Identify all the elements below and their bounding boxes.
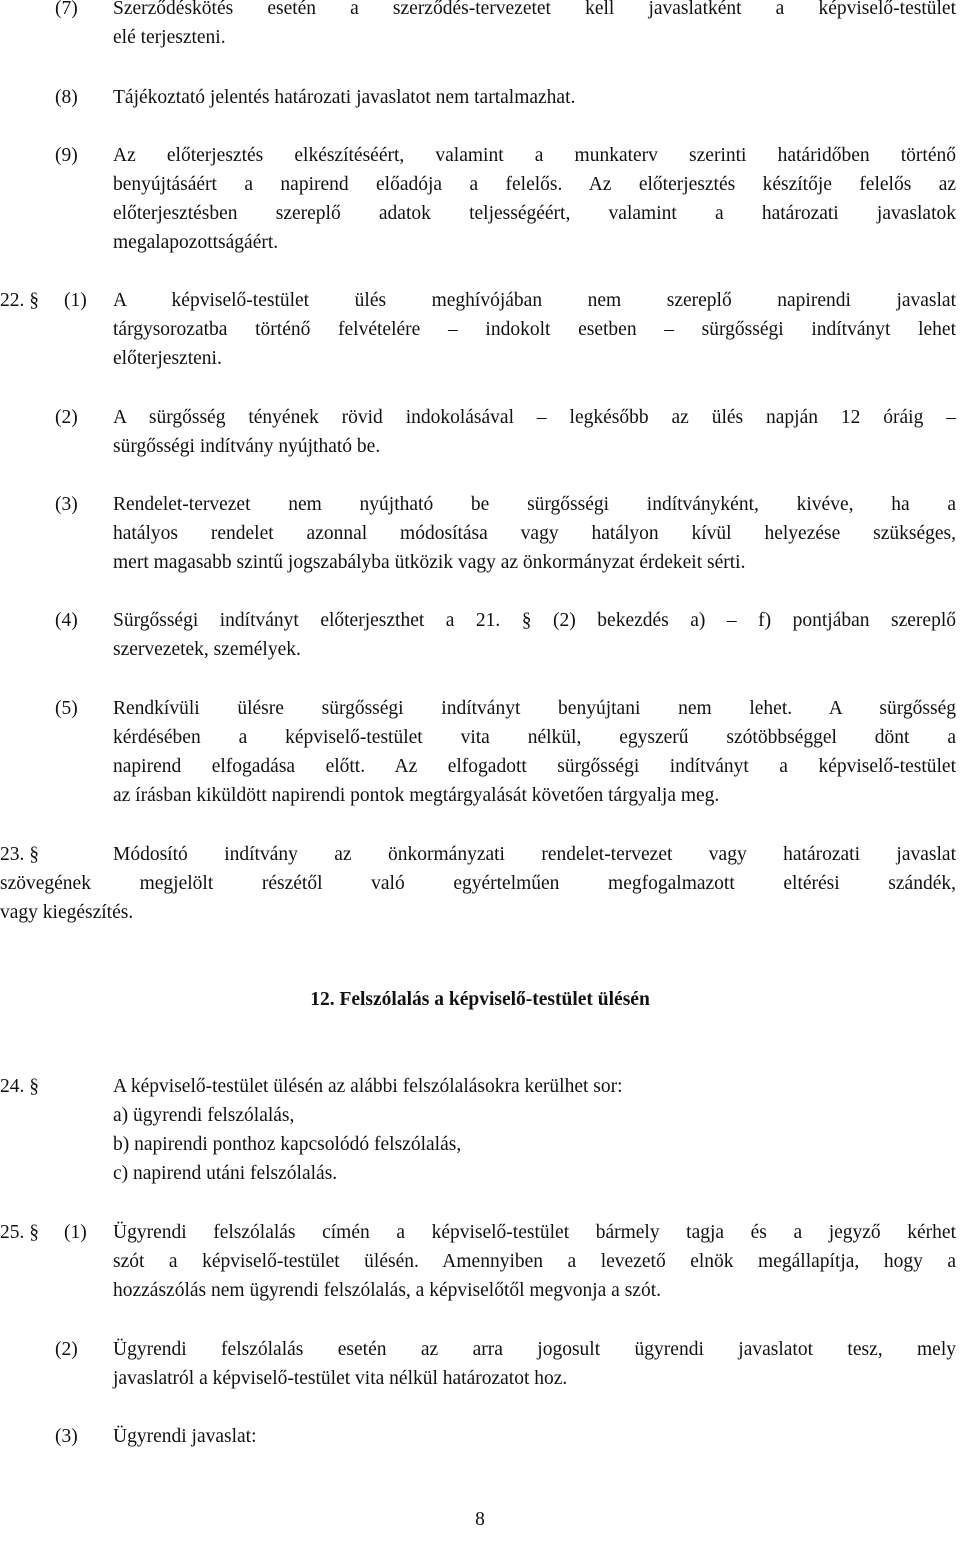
paragraph-line: Módosító indítvány az önkormányzati rendelet-tervezet vagy határozati javaslat (113, 844, 956, 865)
paragraph-line: tárgysorozatba történő felvételére – indokolt esetben – sürgősségi indítványt lehet (113, 319, 956, 340)
paragraph-label: (1) (64, 290, 87, 311)
paragraph-line: Ügyrendi felszólalás címén a képviselő-testület bármely tagja és a jegyző kérhet (113, 1222, 956, 1243)
paragraph-line: megalapozottságáért. (113, 232, 279, 253)
paragraph-label: (9) (55, 145, 78, 166)
paragraph-line: szövegének megjelölt részétől való egyértelműen megfogalmazott eltérési szándék, (0, 873, 956, 894)
paragraph-line: Ügyrendi javaslat: (113, 1426, 257, 1447)
paragraph-line: Az előterjesztés elkészítéséért, valamint a munkaterv szerinti határidőben történő (113, 145, 956, 166)
chapter-heading: 12. Felszólalás a képviselő-testület ülésén (310, 989, 650, 1010)
paragraph-label: (2) (55, 1339, 78, 1360)
paragraph-line: előterjesztésben szereplő adatok teljességéért, valamint a határozati javaslatok (113, 203, 956, 224)
paragraph-line: Szerződéskötés esetén a szerződés-tervezetet kell javaslatként a képviselő-testület (113, 0, 956, 19)
page-number: 8 (475, 1509, 485, 1530)
paragraph-line: Rendelet-tervezet nem nyújtható be sürgősségi indítványként, kivéve, ha a (113, 494, 956, 515)
paragraph-label: (8) (55, 87, 78, 108)
paragraph-line: A képviselő-testület ülés meghívójában nem szereplő napirendi javaslat (113, 290, 956, 311)
paragraph-line: A képviselő-testület ülésén az alábbi felszólalásokra kerülhet sor: (113, 1076, 623, 1097)
section-number: 24. § (0, 1076, 39, 1097)
paragraph-label: (3) (55, 494, 78, 515)
paragraph-line: javaslatról a képviselő-testület vita nélkül határozatot hoz. (113, 1368, 568, 1389)
paragraph-line: hozzászólás nem ügyrendi felszólalás, a képviselőtől megvonja a szót. (113, 1280, 661, 1301)
section-number: 23. § (0, 844, 39, 865)
paragraph-label: (7) (55, 0, 78, 19)
section-number: 22. § (0, 290, 39, 311)
paragraph-line: előterjeszteni. (113, 348, 222, 369)
list-item: b) napirendi ponthoz kapcsolódó felszólalás, (113, 1134, 462, 1155)
paragraph-label: (1) (64, 1222, 87, 1243)
paragraph-line: az írásban kiküldött napirendi pontok megtárgyalását követően tárgyalja meg. (113, 785, 720, 806)
paragraph-line: sürgősségi indítvány nyújtható be. (113, 436, 381, 457)
paragraph-line: elé terjeszteni. (113, 27, 226, 48)
paragraph-line: szervezetek, személyek. (113, 639, 301, 660)
paragraph-line: Rendkívüli ülésre sürgősségi indítványt benyújtani nem lehet. A sürgősség (113, 698, 956, 719)
paragraph-line: A sürgősség tényének rövid indokolásával – legkésőbb az ülés napján 12 óráig – (113, 407, 956, 428)
list-item: c) napirend utáni felszólalás. (113, 1163, 338, 1184)
paragraph-line: napirend elfogadása előtt. Az elfogadott sürgősségi indítványt a képviselő-testület (113, 756, 956, 777)
paragraph-line: szót a képviselő-testület ülésén. Amennyiben a levezető elnök megállapítja, hogy a (113, 1251, 956, 1272)
paragraph-label: (5) (55, 698, 78, 719)
paragraph-line: kérdésében a képviselő-testület vita nélkül, egyszerű szótöbbséggel dönt a (113, 727, 956, 748)
paragraph-line: mert magasabb szintű jogszabályba ütközik vagy az önkormányzat érdekeit sérti. (113, 552, 746, 573)
paragraph-line: Tájékoztató jelentés határozati javaslatot nem tartalmazhat. (113, 87, 576, 108)
paragraph-line: benyújtásáért a napirend előadója a felelős. Az előterjesztés készítője felelős az (113, 174, 956, 195)
paragraph-line: Ügyrendi felszólalás esetén az arra jogosult ügyrendi javaslatot tesz, mely (113, 1339, 956, 1360)
paragraph-label: (2) (55, 407, 78, 428)
paragraph-line: hatályos rendelet azonnal módosítása vagy hatályon kívül helyezése szükséges, (113, 523, 956, 544)
paragraph-label: (4) (55, 610, 78, 631)
paragraph-line: vagy kiegészítés. (0, 902, 134, 923)
paragraph-line: Sürgősségi indítványt előterjeszthet a 21. § (2) bekezdés a) – f) pontjában szereplő (113, 610, 956, 631)
section-number: 25. § (0, 1222, 39, 1243)
paragraph-label: (3) (55, 1426, 78, 1447)
list-item: a) ügyrendi felszólalás, (113, 1105, 295, 1126)
